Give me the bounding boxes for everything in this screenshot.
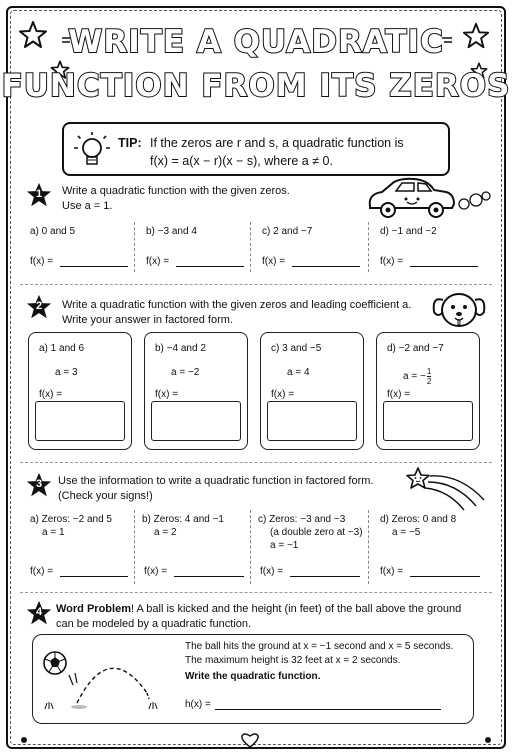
answer-line-3a[interactable] <box>60 576 128 577</box>
dot-icon <box>20 736 28 744</box>
answer-line-1a[interactable] <box>60 266 128 267</box>
fx-label: f(x) = <box>387 389 411 400</box>
grass-icon <box>45 702 53 709</box>
grass-icon <box>149 702 157 709</box>
problem-1a: a) 0 and 5 <box>30 226 76 237</box>
divider <box>250 222 251 272</box>
word-problem-text <box>56 602 461 617</box>
puppy-icon <box>430 286 488 332</box>
section3-instruction: Use the information to write a quadratic function in factored form. <box>58 475 374 487</box>
answer-box-2a[interactable] <box>35 401 125 441</box>
task-text: Write the quadratic function. <box>185 671 321 682</box>
fx-label: f(x) = <box>260 566 284 577</box>
divider <box>134 222 135 272</box>
hx-label: h(x) = <box>185 699 211 710</box>
answer-line-1d[interactable] <box>410 266 478 267</box>
problem-1d: d) −1 and −2 <box>380 226 437 237</box>
word-problem-text-line1: ! A ball is kicked and the height (in feet) of the ball above the ground <box>130 603 462 615</box>
page-title-line2: FUNCTION FROM ITS ZEROS <box>1 68 511 104</box>
fx-label: f(x) = <box>146 256 170 267</box>
section2-instruction-line2: Write your answer in factored form. <box>62 314 233 326</box>
answer-box-2c[interactable] <box>267 401 357 441</box>
section2-instruction: Write a quadratic function with the given zeros and leading coefficient a. <box>62 299 412 311</box>
coefficient: a = 3 <box>55 367 78 378</box>
section-number: 4 <box>35 606 43 618</box>
problem-3c: c) Zeros: −3 and −3 <box>258 514 346 525</box>
problem-card-2d <box>376 332 480 450</box>
fx-label: f(x) = <box>262 256 286 267</box>
problem-3b: b) Zeros: 4 and −1 <box>142 514 224 525</box>
fx-label: f(x) = <box>155 389 179 400</box>
dot-icon <box>484 736 492 744</box>
problem-2c: c) 3 and −5 <box>271 343 322 354</box>
word-problem-text-line2: can be modeled by a quadratic function. <box>56 618 252 630</box>
coefficient: a = 4 <box>287 367 310 378</box>
fraction <box>427 367 431 386</box>
coefficient: a = 2 <box>154 527 177 538</box>
problem-card-2b <box>144 332 248 450</box>
fraction-numerator: 1 <box>426 367 432 376</box>
section-number: 2 <box>35 300 43 312</box>
problem-1b: b) −3 and 4 <box>146 226 197 237</box>
section-divider <box>20 592 492 593</box>
coefficient <box>403 367 431 386</box>
tip-label: TIP: <box>118 136 142 150</box>
section-divider <box>20 462 492 463</box>
shooting-star-icon <box>404 464 488 512</box>
coefficient: a = −5 <box>392 527 421 538</box>
fx-label: f(x) = <box>144 566 168 577</box>
answer-line-4[interactable] <box>215 709 441 710</box>
section-number: 3 <box>35 478 43 490</box>
answer-line-3c[interactable] <box>290 576 360 577</box>
tip-box <box>62 122 450 176</box>
problem-1c: c) 2 and −7 <box>262 226 313 237</box>
lightbulb-icon <box>72 130 112 172</box>
word-problem-box <box>32 634 474 724</box>
problem-3a: a) Zeros: −2 and 5 <box>30 514 112 525</box>
problem-2a: a) 1 and 6 <box>39 343 85 354</box>
fx-label: f(x) = <box>30 566 54 577</box>
problem-2b: b) −4 and 2 <box>155 343 206 354</box>
tip-formula: f(x) = a(x − r)(x − s), where a ≠ 0. <box>150 154 333 168</box>
coefficient: a = −1 <box>270 540 299 551</box>
divider <box>134 510 135 584</box>
tip-text-line1: If the zeros are r and s, a quadratic function is <box>150 136 404 150</box>
section3-instruction-line2: (Check your signs!) <box>58 490 153 502</box>
given-info-line1: The ball hits the ground at x = −1 second and x = 5 seconds. <box>185 641 454 652</box>
answer-line-1b[interactable] <box>176 266 244 267</box>
coefficient: a = −2 <box>171 367 200 378</box>
problem-card-2c <box>260 332 364 450</box>
double-zero-note: (a double zero at −3) <box>270 527 363 538</box>
given-info-line2: The maximum height is 32 feet at x = 2 seconds. <box>185 655 401 666</box>
section1-instruction-line2: Use a = 1. <box>62 200 113 212</box>
coefficient-prefix: a = − <box>403 371 426 383</box>
problem-3d: d) Zeros: 0 and 8 <box>380 514 457 525</box>
section-number: 1 <box>35 188 43 200</box>
heart-icon <box>240 732 260 748</box>
divider <box>368 510 369 584</box>
divider <box>250 510 251 584</box>
divider <box>368 222 369 272</box>
word-problem-heading: Word Problem <box>56 603 131 615</box>
answer-line-3b[interactable] <box>174 576 244 577</box>
coefficient: a = 1 <box>42 527 65 538</box>
ball-trajectory-illustration <box>39 645 179 721</box>
section1-instruction: Write a quadratic function with the given zeros. <box>62 185 290 197</box>
problem-2d: d) −2 and −7 <box>387 343 444 354</box>
answer-line-3d[interactable] <box>410 576 480 577</box>
problem-card-2a <box>28 332 132 450</box>
fx-label: f(x) = <box>271 389 295 400</box>
fx-label: f(x) = <box>30 256 54 267</box>
answer-box-2d[interactable] <box>383 401 473 441</box>
fx-label: f(x) = <box>380 566 404 577</box>
page-title-line1: WRITE A QUADRATIC <box>68 24 444 60</box>
answer-line-1c[interactable] <box>292 266 360 267</box>
answer-box-2b[interactable] <box>151 401 241 441</box>
section-divider <box>20 284 492 285</box>
fx-label: f(x) = <box>380 256 404 267</box>
car-icon <box>362 174 492 222</box>
fraction-denominator: 2 <box>426 377 432 386</box>
fx-label: f(x) = <box>39 389 63 400</box>
